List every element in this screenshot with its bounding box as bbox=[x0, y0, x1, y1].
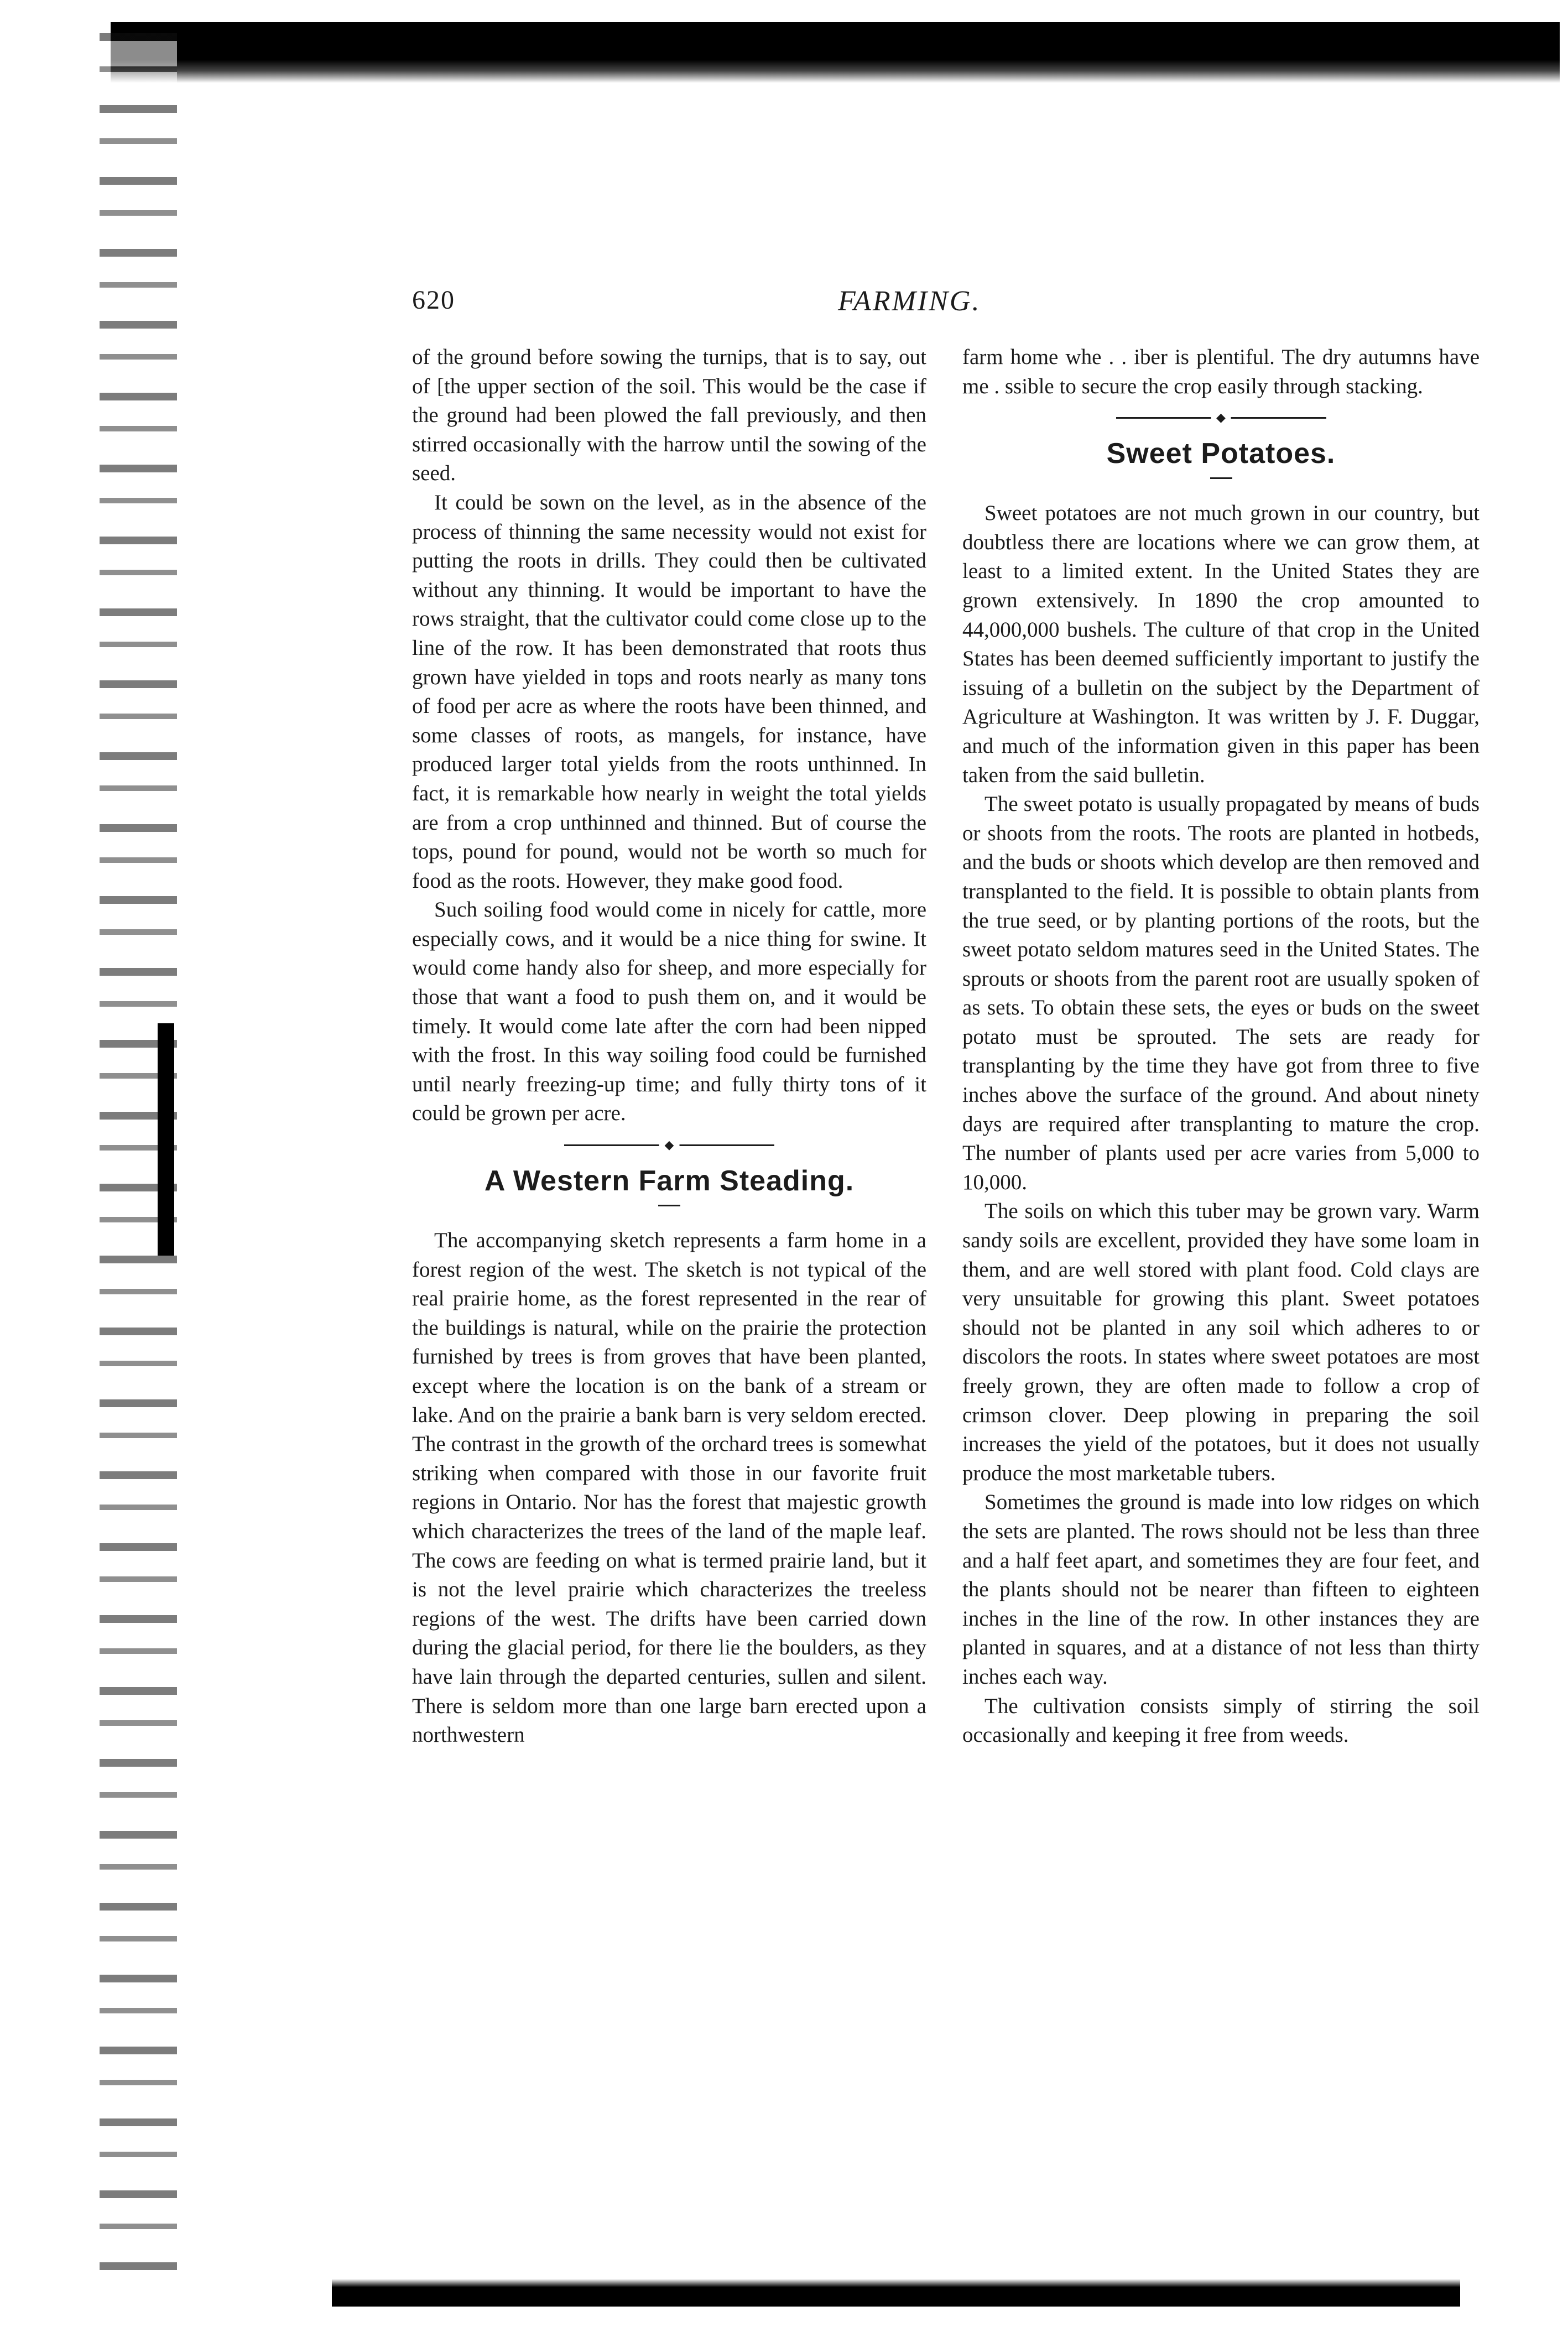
paragraph: The soils on which this tuber may be grown vary. Warm sandy soils are excellent, provided they have some loam in them, and are well stored with plant food. Cold clays are very unsuitable for growing this plant. Sweet potatoes should not be planted in any soil which adheres to or discolors the roots. In states where sweet potatoes are most freely grown, they are often made to follow a crop of crimson clover. Deep plowing in preparing the soil increases the yield of the potatoes, but it does not usually produce the most marketable tubers. bbox=[962, 1199, 1480, 1485]
page-number: 620 bbox=[412, 285, 455, 315]
article-title-western-farm: A Western Farm Steading. bbox=[484, 1165, 855, 1198]
page-header bbox=[412, 285, 1496, 329]
paragraph: The sweet potato is usually propagated by means of buds or shoots from the roots. The roots are planted in hotbeds, and the buds or shoots which develop are then removed and transplanted to the field. It is possible to obtain plants from the true seed, or by planting portions of the roots, but the sweet potato seldom matures seed in the United States. The sprouts or shoots from the parent root are usually spoken of as sets. To obtain these sets, the eyes or buds on the sweet potato must be sprouted. The sets are ready for transplanting by the time they have got from three to five inches above the surface of the ground. And about ninety days are required after transplanting to mature the crop. The number of plants used per acre varies from 5,000 to 10,000. bbox=[962, 792, 1480, 1194]
scan-border-bottom bbox=[332, 2279, 1460, 2307]
scan-border-top bbox=[111, 22, 1560, 83]
paragraph: It could be sown on the level, as in the absence of the process of thinning the same necessity would not exist for putting the roots in drills. They could then be cultivated without any thinning. It would be important to have the rows straight, that the cultivator could come close up to the line of the row. It has been demonstrated that roots thus grown have yielded in tops and roots nearly as many tons of food per acre as where the roots have been thinned, and some classes of roots, as mangels, for instance, have produced larger total yields from the roots unthinned. In fact, it is remarkable how nearly in weight the total yields are from a crop unthinned and thinned. But of course the tops, pound for pound, would not be worth so much for food as the roots. However, they make good food. bbox=[412, 490, 926, 893]
left-column bbox=[412, 343, 926, 1750]
title-dash bbox=[658, 1205, 680, 1206]
scan-binding-shadow bbox=[158, 1023, 174, 1256]
section-divider bbox=[412, 1128, 926, 1162]
paragraph: The cultivation consists simply of stirring the soil occasionally and keeping it free from weeds. bbox=[962, 1694, 1480, 1747]
running-title: FARMING. bbox=[838, 285, 981, 317]
article-title-sweet-potatoes: Sweet Potatoes. bbox=[1106, 438, 1336, 470]
right-column bbox=[962, 343, 1480, 1750]
section-divider bbox=[962, 401, 1480, 434]
paragraph: Sweet potatoes are not much grown in our country, but doubtless there are locations where we can grow them, at least to a limited extent. In the United States they are grown extensively. In 1890 the crop amounted to 44,000,000 bushels. The culture of that crop in the United States has been deemed sufficiently important to justify the issuing of a bulletin on the subject by the Department of Agriculture at Washington. It was written by J. F. Duggar, and much of the information given in this paper has been taken from the said bulletin. bbox=[962, 501, 1480, 787]
paragraph: Sometimes the ground is made into low ridges on which the sets are planted. The rows should not be less than three and a half feet apart, and sometimes they are four feet, and the plants should not be nearer than fifteen to eighteen inches in the line of the row. In other instances they are planted in squares, and at a distance of not less than thirty inches each way. bbox=[962, 1490, 1480, 1689]
paragraph: Such soiling food would come in nicely for cattle, more especially cows, and it would be a nice thing for swine. It would come handy also for sheep, and more especially for those that want a food to push them on, and it would be timely. It would come late after the corn had been nipped with the frost. In this way soiling food could be furnished until nearly freezing-up time; and fully thirty tons of it could be grown per acre. bbox=[412, 898, 926, 1126]
paragraph: of the ground before sowing the turnips, that is to say, out of [the upper section of the soil. This would be the case if the ground had been plowed the fall previously, and then stirred occasionally with the harrow until the sowing of the seed. bbox=[412, 345, 926, 486]
title-dash bbox=[1210, 477, 1232, 479]
paragraph: farm home whe . . iber is plentiful. The dry autumns have me . ssible to secure the crop easily through stacking. bbox=[962, 345, 1480, 398]
paragraph: The accompanying sketch represents a farm home in a forest region of the west. The sketch is not typical of the real prairie home, as the forest represented in the rear of the buildings is natural, while on the prairie the protection furnished by trees is from groves that have been planted, except where the location is on the bank of a stream or lake. And on the prairie a bank barn is very seldom erected. The contrast in the growth of the orchard trees is somewhat striking when compared with those in our favorite fruit regions in Ontario. Nor has the forest that majestic growth which characterizes the trees of the land of the maple leaf. The cows are feeding on what is termed prairie land, but it is not the level prairie which characterizes the treeless regions of the west. The drifts have been carried down during the glacial period, for there lie the boulders, as they have lain through the departed centuries, sullen and silent. There is seldom more than one large barn erected upon a northwestern bbox=[412, 1229, 926, 1747]
